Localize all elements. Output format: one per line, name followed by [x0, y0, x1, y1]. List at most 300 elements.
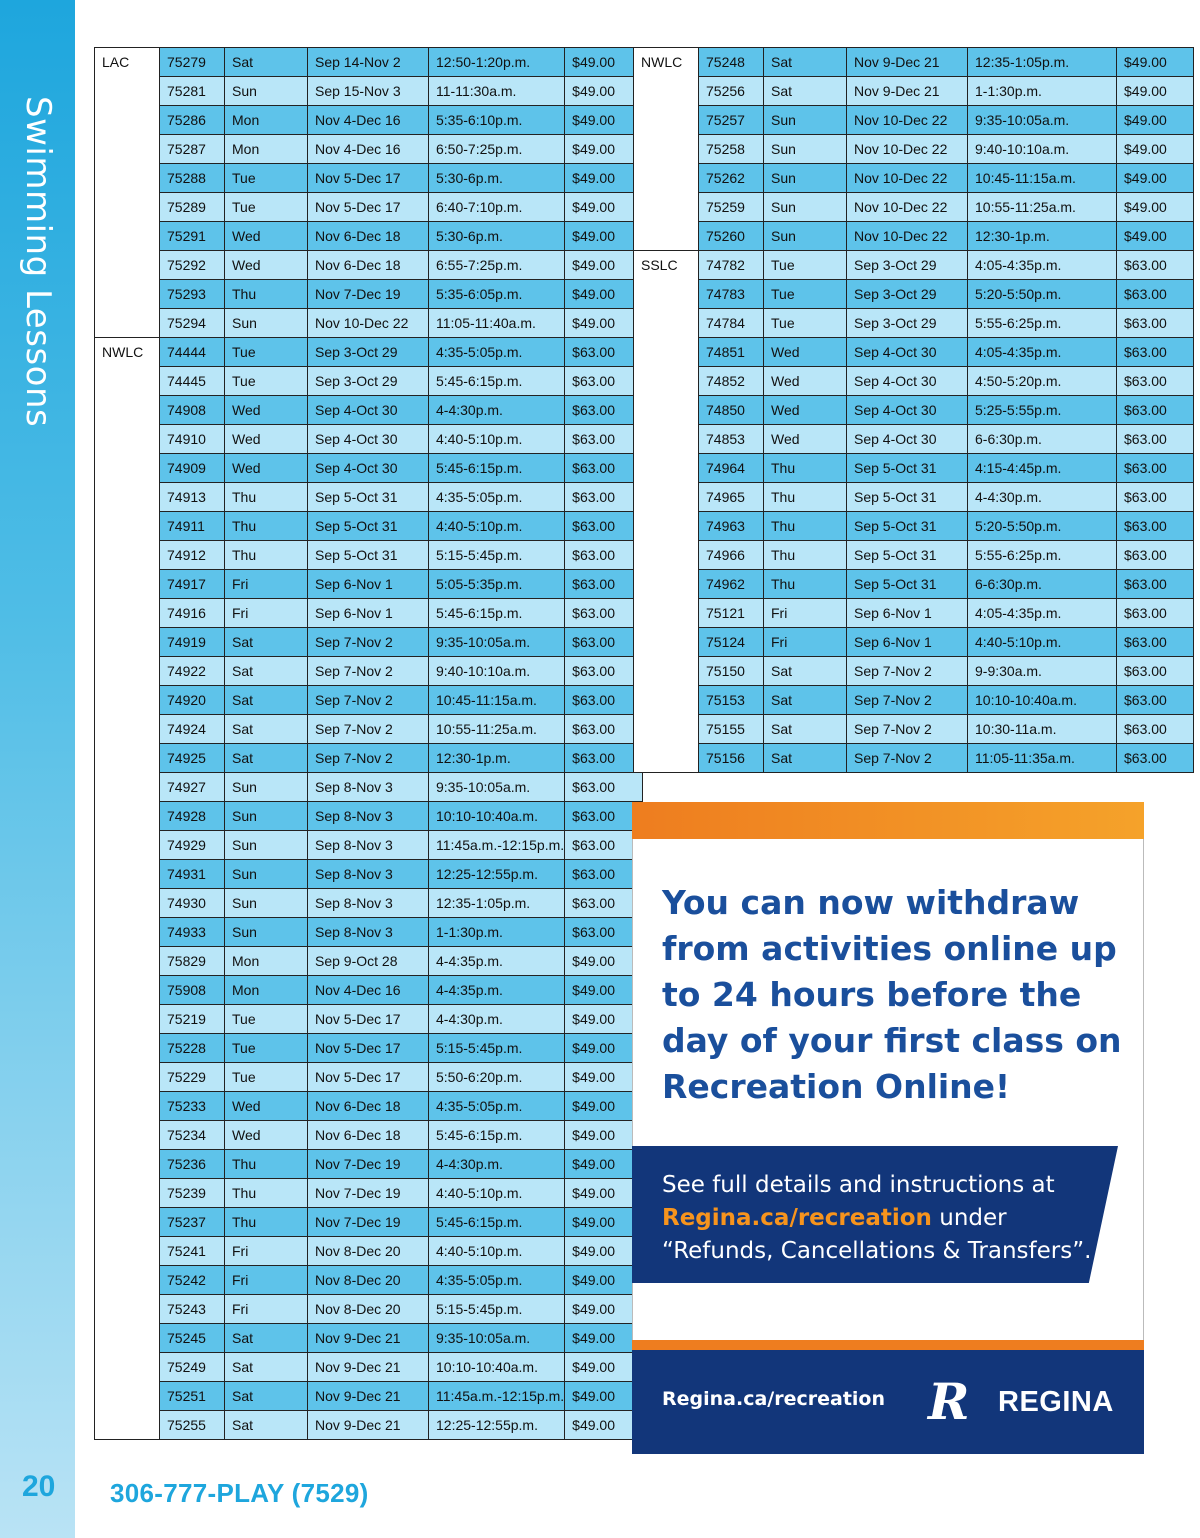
fee-cell: $49.00 [1117, 106, 1194, 135]
table-row [95, 657, 643, 686]
day-cell: Sat [225, 628, 308, 657]
course-code-cell: 75156 [699, 744, 764, 773]
day-cell: Wed [764, 396, 847, 425]
table-row [95, 309, 643, 338]
course-code-cell: 75257 [699, 106, 764, 135]
course-code-cell: 75262 [699, 164, 764, 193]
time-cell: 5:50-6:20p.m. [429, 1063, 565, 1092]
time-cell: 6-6:30p.m. [968, 570, 1117, 599]
day-cell: Sun [225, 802, 308, 831]
day-cell: Sat [225, 1324, 308, 1353]
day-cell: Tue [225, 164, 308, 193]
table-row [634, 483, 1194, 512]
date-range-cell: Sep 4-Oct 30 [308, 425, 429, 454]
fee-cell: $49.00 [565, 1266, 643, 1295]
time-cell: 4:05-4:35p.m. [968, 338, 1117, 367]
course-code-cell: 75286 [160, 106, 225, 135]
course-code-cell: 75289 [160, 193, 225, 222]
date-range-cell: Nov 5-Dec 17 [308, 1063, 429, 1092]
time-cell: 4:40-5:10p.m. [429, 1237, 565, 1266]
fee-cell: $63.00 [1117, 251, 1194, 280]
date-range-cell: Nov 9-Dec 21 [308, 1382, 429, 1411]
promo-footer-stripe [632, 1340, 1144, 1350]
fee-cell: $49.00 [565, 1121, 643, 1150]
course-code-cell: 75908 [160, 976, 225, 1005]
time-cell: 4:40-5:10p.m. [429, 512, 565, 541]
table-row [634, 193, 1194, 222]
date-range-cell: Nov 6-Dec 18 [308, 1092, 429, 1121]
date-range-cell: Nov 9-Dec 21 [308, 1353, 429, 1382]
table-row [95, 77, 643, 106]
day-cell: Thu [764, 570, 847, 599]
date-range-cell: Nov 7-Dec 19 [308, 1179, 429, 1208]
table-row [634, 222, 1194, 251]
fee-cell: $63.00 [565, 570, 643, 599]
day-cell: Wed [764, 367, 847, 396]
fee-cell: $63.00 [565, 396, 643, 425]
promo-details-link[interactable]: Regina.ca/recreation [662, 1205, 932, 1231]
day-cell: Fri [764, 599, 847, 628]
time-cell: 5:35-6:05p.m. [429, 280, 565, 309]
regina-logo-icon: R [928, 1372, 970, 1431]
day-cell: Sat [225, 686, 308, 715]
location-cell: SSLC [634, 251, 699, 773]
table-row [95, 1034, 643, 1063]
date-range-cell: Nov 10-Dec 22 [847, 135, 968, 164]
table-row [95, 1063, 643, 1092]
table-row [634, 715, 1194, 744]
fee-cell: $63.00 [565, 773, 643, 802]
date-range-cell: Sep 7-Nov 2 [847, 744, 968, 773]
course-code-cell: 74783 [699, 280, 764, 309]
fee-cell: $49.00 [565, 222, 643, 251]
table-row [95, 222, 643, 251]
fee-cell: $63.00 [1117, 367, 1194, 396]
fee-cell: $49.00 [565, 164, 643, 193]
promo-footer-url[interactable]: Regina.ca/recreation [662, 1388, 885, 1410]
fee-cell: $63.00 [565, 512, 643, 541]
fee-cell: $63.00 [565, 657, 643, 686]
fee-cell: $49.00 [565, 1382, 643, 1411]
time-cell: 4-4:30p.m. [968, 483, 1117, 512]
time-cell: 12:30-1p.m. [429, 744, 565, 773]
table-row [95, 280, 643, 309]
course-code-cell: 75234 [160, 1121, 225, 1150]
time-cell: 4:35-5:05p.m. [429, 1092, 565, 1121]
day-cell: Tue [225, 193, 308, 222]
table-row [634, 164, 1194, 193]
date-range-cell: Nov 4-Dec 16 [308, 976, 429, 1005]
day-cell: Wed [225, 251, 308, 280]
course-code-cell: 75260 [699, 222, 764, 251]
date-range-cell: Nov 7-Dec 19 [308, 280, 429, 309]
table-row [95, 570, 643, 599]
day-cell: Sat [764, 686, 847, 715]
fee-cell: $63.00 [1117, 744, 1194, 773]
time-cell: 10:45-11:15a.m. [968, 164, 1117, 193]
fee-cell: $63.00 [565, 715, 643, 744]
course-code-cell: 74963 [699, 512, 764, 541]
course-code-cell: 74920 [160, 686, 225, 715]
time-cell: 11:05-11:40a.m. [429, 309, 565, 338]
table-row [95, 1150, 643, 1179]
table-row [95, 1208, 643, 1237]
fee-cell: $49.00 [1117, 48, 1194, 77]
date-range-cell: Sep 3-Oct 29 [308, 367, 429, 396]
time-cell: 11-11:30a.m. [429, 77, 565, 106]
table-row [95, 773, 643, 802]
date-range-cell: Sep 7-Nov 2 [847, 715, 968, 744]
table-row [95, 164, 643, 193]
course-code-cell: 74931 [160, 860, 225, 889]
table-row [95, 425, 643, 454]
date-range-cell: Sep 4-Oct 30 [847, 425, 968, 454]
day-cell: Sat [764, 77, 847, 106]
fee-cell: $49.00 [565, 48, 643, 77]
promo-box [632, 802, 1144, 1454]
fee-cell: $49.00 [565, 1150, 643, 1179]
fee-cell: $49.00 [565, 77, 643, 106]
fee-cell: $63.00 [565, 454, 643, 483]
day-cell: Sun [225, 831, 308, 860]
course-code-cell: 74911 [160, 512, 225, 541]
schedule-table-right [633, 47, 1194, 773]
date-range-cell: Sep 15-Nov 3 [308, 77, 429, 106]
day-cell: Mon [225, 976, 308, 1005]
fee-cell: $63.00 [1117, 541, 1194, 570]
fee-cell: $63.00 [1117, 599, 1194, 628]
course-code-cell: 74784 [699, 309, 764, 338]
table-row [95, 338, 643, 367]
day-cell: Sat [225, 657, 308, 686]
day-cell: Wed [764, 338, 847, 367]
fee-cell: $49.00 [1117, 193, 1194, 222]
course-code-cell: 75229 [160, 1063, 225, 1092]
day-cell: Fri [225, 1266, 308, 1295]
time-cell: 6:55-7:25p.m. [429, 251, 565, 280]
course-code-cell: 74445 [160, 367, 225, 396]
course-code-cell: 74929 [160, 831, 225, 860]
course-code-cell: 75242 [160, 1266, 225, 1295]
location-cell: LAC [95, 48, 160, 338]
date-range-cell: Sep 3-Oct 29 [308, 338, 429, 367]
course-code-cell: 74850 [699, 396, 764, 425]
time-cell: 5:20-5:50p.m. [968, 280, 1117, 309]
table-row [95, 715, 643, 744]
date-range-cell: Sep 5-Oct 31 [847, 541, 968, 570]
course-code-cell: 74917 [160, 570, 225, 599]
date-range-cell: Sep 7-Nov 2 [308, 628, 429, 657]
fee-cell: $63.00 [1117, 338, 1194, 367]
day-cell: Thu [764, 454, 847, 483]
table-row [634, 541, 1194, 570]
date-range-cell: Nov 10-Dec 22 [847, 193, 968, 222]
table-row [634, 454, 1194, 483]
fee-cell: $63.00 [1117, 512, 1194, 541]
day-cell: Mon [225, 947, 308, 976]
day-cell: Fri [764, 628, 847, 657]
time-cell: 5:05-5:35p.m. [429, 570, 565, 599]
day-cell: Sun [764, 135, 847, 164]
date-range-cell: Sep 7-Nov 2 [308, 686, 429, 715]
time-cell: 9:35-10:05a.m. [968, 106, 1117, 135]
course-code-cell: 74964 [699, 454, 764, 483]
fee-cell: $63.00 [565, 425, 643, 454]
time-cell: 4:05-4:35p.m. [968, 251, 1117, 280]
time-cell: 12:25-12:55p.m. [429, 1411, 565, 1440]
day-cell: Fri [225, 1237, 308, 1266]
course-code-cell: 75279 [160, 48, 225, 77]
time-cell: 4:35-5:05p.m. [429, 1266, 565, 1295]
table-row [634, 744, 1194, 773]
time-cell: 9:40-10:10a.m. [429, 657, 565, 686]
location-cell: NWLC [95, 338, 160, 1440]
table-row [95, 48, 643, 77]
time-cell: 10:10-10:40a.m. [429, 802, 565, 831]
table-row [95, 396, 643, 425]
course-code-cell: 74909 [160, 454, 225, 483]
time-cell: 11:05-11:35a.m. [968, 744, 1117, 773]
course-code-cell: 74853 [699, 425, 764, 454]
table-row [95, 744, 643, 773]
table-row [634, 280, 1194, 309]
day-cell: Sat [225, 48, 308, 77]
table-row [634, 425, 1194, 454]
time-cell: 6-6:30p.m. [968, 425, 1117, 454]
course-code-cell: 74962 [699, 570, 764, 599]
course-code-cell: 75256 [699, 77, 764, 106]
date-range-cell: Sep 5-Oct 31 [847, 454, 968, 483]
fee-cell: $49.00 [1117, 77, 1194, 106]
course-code-cell: 75239 [160, 1179, 225, 1208]
day-cell: Sun [764, 106, 847, 135]
table-row [95, 1411, 643, 1440]
date-range-cell: Nov 10-Dec 22 [308, 309, 429, 338]
day-cell: Tue [225, 338, 308, 367]
day-cell: Sat [225, 1411, 308, 1440]
fee-cell: $49.00 [565, 1353, 643, 1382]
day-cell: Sat [764, 744, 847, 773]
fee-cell: $49.00 [565, 976, 643, 1005]
fee-cell: $63.00 [565, 889, 643, 918]
schedule-table-left [94, 47, 643, 1440]
fee-cell: $49.00 [565, 1295, 643, 1324]
course-code-cell: 74965 [699, 483, 764, 512]
page-number: 20 [22, 1470, 56, 1503]
course-code-cell: 74852 [699, 367, 764, 396]
table-row [634, 135, 1194, 164]
fee-cell: $49.00 [565, 309, 643, 338]
fee-cell: $63.00 [565, 918, 643, 947]
course-code-cell: 74925 [160, 744, 225, 773]
date-range-cell: Sep 8-Nov 3 [308, 889, 429, 918]
section-title: Swimming Lessons [18, 96, 58, 428]
date-range-cell: Sep 5-Oct 31 [308, 512, 429, 541]
date-range-cell: Sep 7-Nov 2 [308, 657, 429, 686]
date-range-cell: Sep 4-Oct 30 [308, 396, 429, 425]
date-range-cell: Sep 9-Oct 28 [308, 947, 429, 976]
date-range-cell: Nov 6-Dec 18 [308, 1121, 429, 1150]
course-code-cell: 75241 [160, 1237, 225, 1266]
table-row [95, 193, 643, 222]
table-row [95, 454, 643, 483]
fee-cell: $49.00 [565, 280, 643, 309]
day-cell: Sun [225, 860, 308, 889]
day-cell: Wed [225, 222, 308, 251]
phone-number: 306-777-PLAY (7529) [110, 1478, 369, 1508]
time-cell: 4:40-5:10p.m. [429, 1179, 565, 1208]
course-code-cell: 74916 [160, 599, 225, 628]
day-cell: Sun [225, 309, 308, 338]
fee-cell: $63.00 [1117, 657, 1194, 686]
table-row [634, 251, 1194, 280]
table-row [95, 918, 643, 947]
fee-cell: $49.00 [565, 106, 643, 135]
table-row [95, 802, 643, 831]
promo-headline: You can now withdraw from activities online up to 24 hours before the day of your first class on Recreation Online! [662, 883, 1122, 1106]
date-range-cell: Nov 5-Dec 17 [308, 193, 429, 222]
time-cell: 10:10-10:40a.m. [968, 686, 1117, 715]
time-cell: 5:45-6:15p.m. [429, 1121, 565, 1150]
fee-cell: $49.00 [565, 1324, 643, 1353]
day-cell: Thu [225, 541, 308, 570]
time-cell: 11:45a.m.-12:15p.m. [429, 831, 565, 860]
course-code-cell: 75291 [160, 222, 225, 251]
day-cell: Thu [764, 541, 847, 570]
fee-cell: $63.00 [565, 541, 643, 570]
sidebar [0, 0, 75, 1538]
day-cell: Wed [225, 1121, 308, 1150]
time-cell: 4:35-5:05p.m. [429, 483, 565, 512]
fee-cell: $49.00 [565, 1208, 643, 1237]
table-row [95, 860, 643, 889]
course-code-cell: 75258 [699, 135, 764, 164]
time-cell: 1-1:30p.m. [429, 918, 565, 947]
date-range-cell: Nov 9-Dec 21 [308, 1324, 429, 1353]
time-cell: 5:15-5:45p.m. [429, 541, 565, 570]
date-range-cell: Sep 5-Oct 31 [847, 512, 968, 541]
time-cell: 5:45-6:15p.m. [429, 599, 565, 628]
course-code-cell: 75292 [160, 251, 225, 280]
day-cell: Sat [225, 1382, 308, 1411]
fee-cell: $49.00 [1117, 164, 1194, 193]
date-range-cell: Sep 5-Oct 31 [308, 483, 429, 512]
time-cell: 5:30-6p.m. [429, 164, 565, 193]
time-cell: 11:45a.m.-12:15p.m. [429, 1382, 565, 1411]
table-row [634, 570, 1194, 599]
time-cell: 9-9:30a.m. [968, 657, 1117, 686]
time-cell: 5:15-5:45p.m. [429, 1295, 565, 1324]
regina-logo-text: REGINA [998, 1386, 1114, 1418]
course-code-cell: 75124 [699, 628, 764, 657]
day-cell: Sun [225, 77, 308, 106]
fee-cell: $63.00 [565, 831, 643, 860]
table-row [634, 48, 1194, 77]
day-cell: Sun [764, 164, 847, 193]
day-cell: Wed [764, 425, 847, 454]
time-cell: 4:15-4:45p.m. [968, 454, 1117, 483]
course-code-cell: 75150 [699, 657, 764, 686]
course-code-cell: 75236 [160, 1150, 225, 1179]
fee-cell: $63.00 [1117, 454, 1194, 483]
fee-cell: $63.00 [1117, 715, 1194, 744]
table-row [634, 396, 1194, 425]
day-cell: Sat [225, 744, 308, 773]
fee-cell: $63.00 [565, 483, 643, 512]
promo-details-prefix: See full details and instructions at [662, 1172, 1055, 1198]
table-row [95, 512, 643, 541]
time-cell: 4:40-5:10p.m. [429, 425, 565, 454]
time-cell: 5:25-5:55p.m. [968, 396, 1117, 425]
course-code-cell: 74924 [160, 715, 225, 744]
fee-cell: $63.00 [1117, 570, 1194, 599]
fee-cell: $49.00 [565, 1005, 643, 1034]
course-code-cell: 75233 [160, 1092, 225, 1121]
course-code-cell: 75245 [160, 1324, 225, 1353]
course-code-cell: 75294 [160, 309, 225, 338]
table-row [95, 1266, 643, 1295]
course-code-cell: 75829 [160, 947, 225, 976]
day-cell: Mon [225, 106, 308, 135]
date-range-cell: Sep 7-Nov 2 [847, 657, 968, 686]
time-cell: 5:55-6:25p.m. [968, 541, 1117, 570]
course-code-cell: 75259 [699, 193, 764, 222]
table-row [634, 106, 1194, 135]
time-cell: 10:45-11:15a.m. [429, 686, 565, 715]
table-row [634, 338, 1194, 367]
time-cell: 10:30-11a.m. [968, 715, 1117, 744]
day-cell: Thu [764, 483, 847, 512]
regina-logo [928, 1374, 1118, 1434]
course-code-cell: 75281 [160, 77, 225, 106]
day-cell: Tue [764, 309, 847, 338]
day-cell: Thu [225, 512, 308, 541]
table-row [95, 976, 643, 1005]
date-range-cell: Sep 5-Oct 31 [847, 570, 968, 599]
table-row [95, 1179, 643, 1208]
day-cell: Thu [764, 512, 847, 541]
time-cell: 6:40-7:10p.m. [429, 193, 565, 222]
day-cell: Wed [225, 454, 308, 483]
day-cell: Mon [225, 135, 308, 164]
course-code-cell: 74908 [160, 396, 225, 425]
date-range-cell: Sep 6-Nov 1 [847, 599, 968, 628]
course-code-cell: 74927 [160, 773, 225, 802]
day-cell: Sun [225, 889, 308, 918]
date-range-cell: Sep 8-Nov 3 [308, 802, 429, 831]
day-cell: Tue [225, 1034, 308, 1063]
fee-cell: $63.00 [565, 338, 643, 367]
time-cell: 5:45-6:15p.m. [429, 454, 565, 483]
table-row [634, 686, 1194, 715]
fee-cell: $49.00 [1117, 222, 1194, 251]
date-range-cell: Nov 7-Dec 19 [308, 1208, 429, 1237]
table-row [634, 77, 1194, 106]
time-cell: 12:35-1:05p.m. [429, 889, 565, 918]
course-code-cell: 74930 [160, 889, 225, 918]
time-cell: 9:35-10:05a.m. [429, 1324, 565, 1353]
table-row [95, 599, 643, 628]
date-range-cell: Nov 4-Dec 16 [308, 135, 429, 164]
day-cell: Fri [225, 570, 308, 599]
date-range-cell: Sep 3-Oct 29 [847, 280, 968, 309]
date-range-cell: Sep 3-Oct 29 [847, 309, 968, 338]
day-cell: Sun [225, 773, 308, 802]
course-code-cell: 75249 [160, 1353, 225, 1382]
table-row [634, 599, 1194, 628]
fee-cell: $49.00 [565, 251, 643, 280]
fee-cell: $49.00 [565, 193, 643, 222]
